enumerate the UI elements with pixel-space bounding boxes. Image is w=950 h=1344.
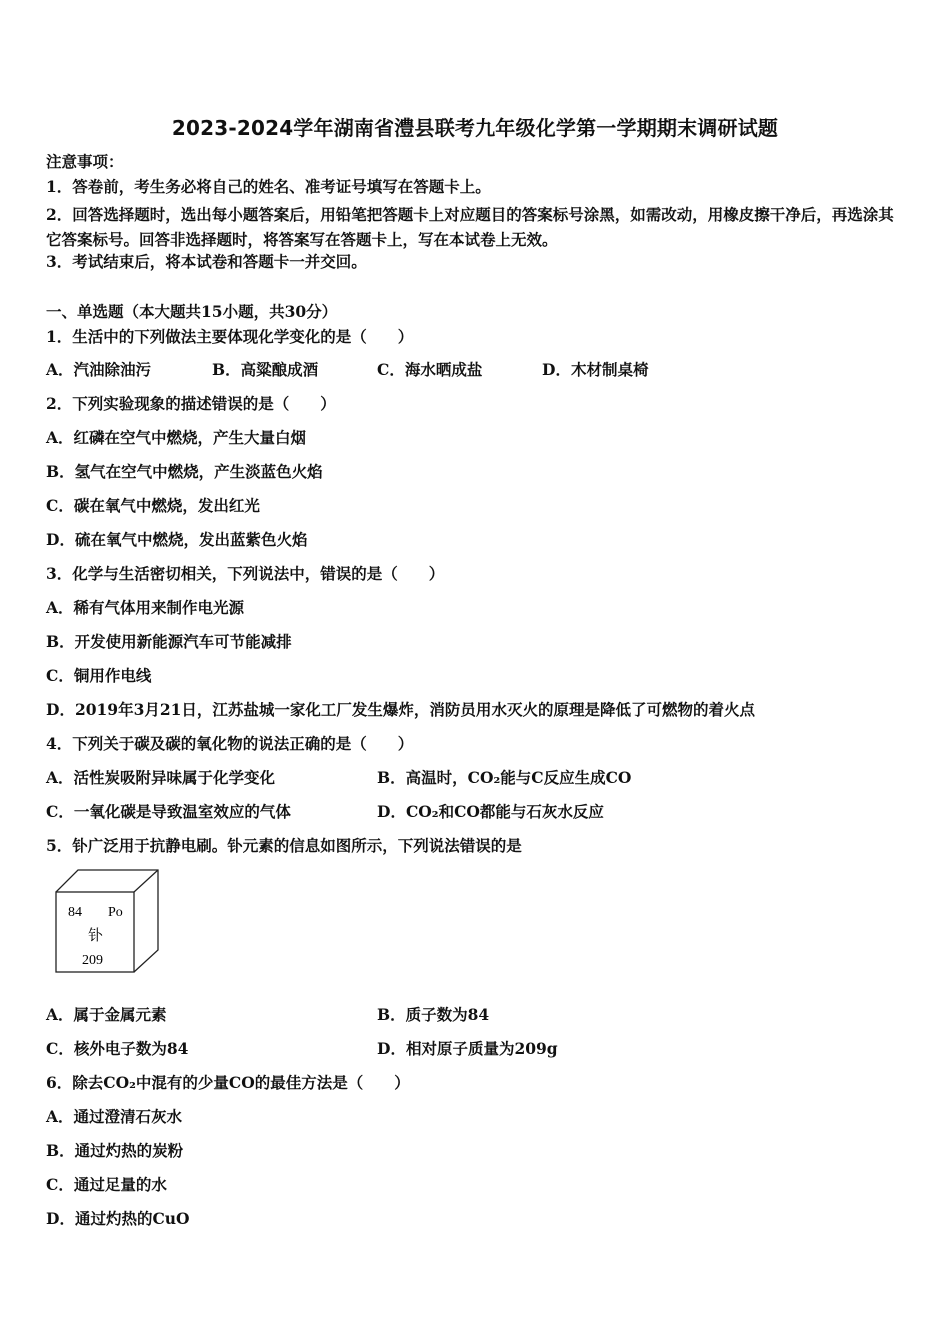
question-6-option-b: B．通过灼热的炭粉 bbox=[46, 1141, 184, 1160]
question-5-option-c: C．核外电子数为84 bbox=[46, 1039, 189, 1058]
question-1-option-b: B．高粱酿成酒 bbox=[212, 360, 319, 379]
question-1-option-a: A．汽油除油污 bbox=[46, 360, 152, 379]
question-4-option-b: B．高温时，CO₂能与C反应生成CO bbox=[377, 768, 632, 787]
question-2-option-b: B．氢气在空气中燃烧，产生淡蓝色火焰 bbox=[46, 462, 323, 481]
question-3-option-a: A．稀有气体用来制作电光源 bbox=[46, 598, 245, 617]
question-3-option-b: B．开发使用新能源汽车可节能减排 bbox=[46, 632, 292, 651]
question-3-option-c: C．铜用作电线 bbox=[46, 666, 152, 685]
question-2-stem: 2．下列实验现象的描述错误的是（ ） bbox=[46, 394, 336, 413]
question-5-option-b: B．质子数为84 bbox=[377, 1005, 490, 1024]
question-6-option-a: A．通过澄清石灰水 bbox=[46, 1107, 183, 1126]
question-2-option-d: D．硫在氧气中燃烧，发出蓝紫色火焰 bbox=[46, 530, 308, 549]
question-5-option-a: A．属于金属元素 bbox=[46, 1005, 167, 1024]
question-6-stem: 6．除去CO₂中混有的少量CO的最佳方法是（ ） bbox=[46, 1073, 410, 1092]
element-atomic-mass: 209 bbox=[82, 953, 103, 968]
question-5-stem: 5．钋广泛用于抗静电刷。钋元素的信息如图所示，下列说法错误的是 bbox=[46, 836, 522, 855]
question-4-option-a: A．活性炭吸附异味属于化学变化 bbox=[46, 768, 276, 787]
question-3-stem: 3．化学与生活密切相关，下列说法中，错误的是（ ） bbox=[46, 564, 445, 583]
notice-heading: 注意事项： bbox=[46, 152, 124, 171]
question-1-option-d: D．木材制桌椅 bbox=[542, 360, 649, 379]
notice-item-3: 3．考试结束后，将本试卷和答题卡一并交回。 bbox=[46, 252, 367, 271]
element-name: 钋 bbox=[88, 926, 104, 944]
question-1-option-c: C．海水晒成盐 bbox=[377, 360, 483, 379]
question-1-stem: 1．生活中的下列做法主要体现化学变化的是（ ） bbox=[46, 327, 414, 346]
question-3-option-d: D．2019年3月21日，江苏盐城一家化工厂发生爆炸，消防员用水灭火的原理是降低了可燃物的着火点 bbox=[46, 700, 755, 719]
notice-item-1: 1．答卷前，考生务必将自己的姓名、准考证号填写在答题卡上。 bbox=[46, 177, 491, 196]
question-4-stem: 4．下列关于碳及碳的氧化物的说法正确的是（ ） bbox=[46, 734, 414, 753]
section-heading: 一、单选题（本大题共15小题，共30分） bbox=[46, 302, 338, 321]
question-5-option-d: D．相对原子质量为209g bbox=[377, 1039, 558, 1058]
question-6-option-d: D．通过灼热的CuO bbox=[46, 1209, 190, 1228]
question-4-option-d: D．CO₂和CO都能与石灰水反应 bbox=[377, 802, 604, 821]
notice-item-2: 2．回答选择题时，选出每小题答案后，用铅笔把答题卡上对应题目的答案标号涂黑，如需改动，用橡皮擦干净后，再选涂其它答案标号。回答非选择题时，将答案写在答题卡上，写在本试卷上无效。 bbox=[46, 205, 894, 249]
element-symbol: Po bbox=[108, 905, 123, 920]
question-4-option-c: C．一氧化碳是导致温室效应的气体 bbox=[46, 802, 291, 821]
element-cell-figure bbox=[52, 868, 164, 978]
element-cube-icon bbox=[52, 868, 164, 978]
question-2-option-a: A．红磷在空气中燃烧，产生大量白烟 bbox=[46, 428, 307, 447]
question-2-option-c: C．碳在氧气中燃烧，发出红光 bbox=[46, 496, 260, 515]
element-atomic-number: 84 bbox=[68, 905, 82, 920]
page-title: 2023-2024学年湖南省澧县联考九年级化学第一学期期末调研试题 bbox=[171, 116, 779, 140]
question-6-option-c: C．通过足量的水 bbox=[46, 1175, 167, 1194]
